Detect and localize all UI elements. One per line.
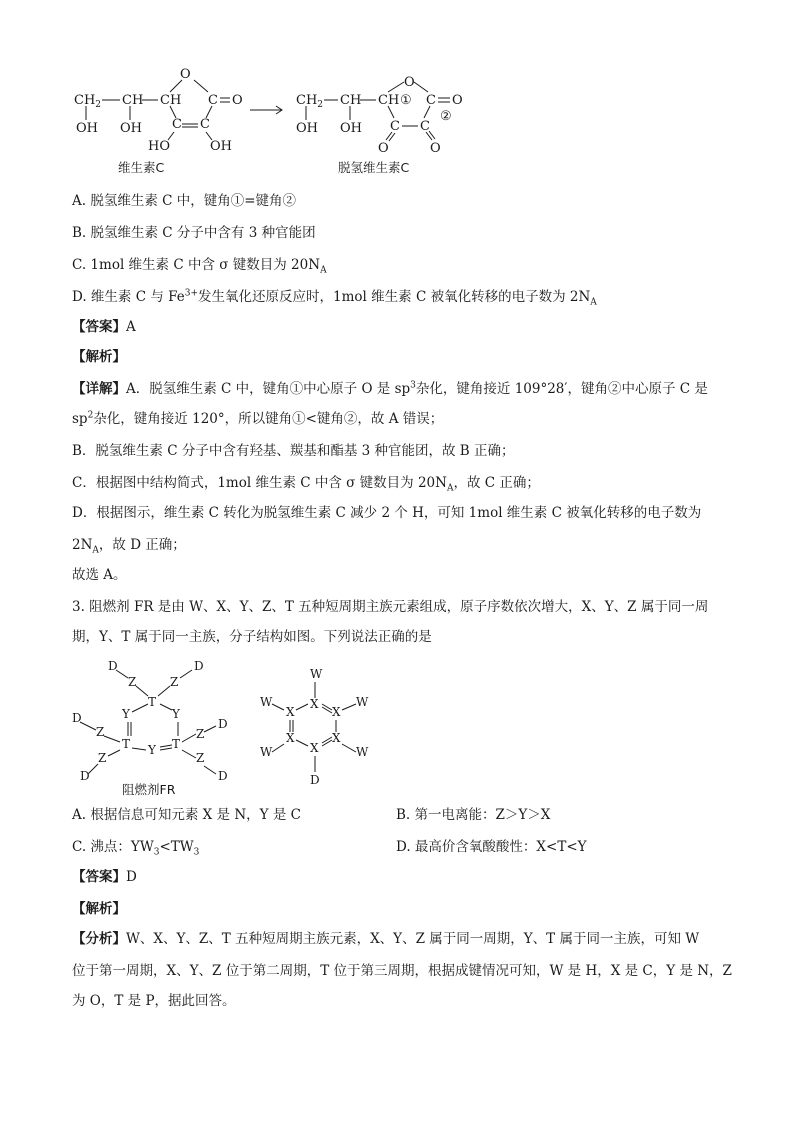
q2-detail-c: C．根据图中结构简式，1mol 维生素 C 中含 σ 键数目为 $20N_A$，故 C 正确； [72,475,540,494]
dvc-angle2: ② [440,109,452,124]
q2-option-a: A. 脱氢维生素 C 中，键角①=键角② [72,193,297,209]
vc-c2: C [200,117,210,132]
svg-text:X: X [332,731,341,745]
q2-detail-line2: $sp^2$杂化，键角接近 120°，所以键角①<键角②，故 A 错误； [72,410,444,427]
vc-ch: CH [122,93,144,108]
q3-stem-line2: 期，Y、T 属于同一主族，分子结构如图。下列说法正确的是 [72,629,432,645]
svg-text:D: D [310,773,320,787]
svg-text:Z: Z [96,725,105,739]
svg-text:D: D [194,659,204,673]
dvc-o2: O [378,141,389,156]
svg-text:W: W [260,745,273,759]
svg-text:Y: Y [122,707,130,721]
vc-oh2: OH [120,121,142,136]
vc-c1: C [172,117,182,132]
dvc-oh1: OH [296,121,318,136]
dvc-o-ring: O [404,75,415,90]
svg-text:T: T [122,737,131,751]
svg-text:W: W [356,745,369,759]
dvc-angle1: ① [400,93,412,108]
q2-detail-b: B．脱氢维生素 C 分子中含有羟基、羰基和酯基 3 种官能团，故 B 正确； [72,443,515,459]
svg-text:T: T [172,737,181,751]
svg-text:Z: Z [196,727,205,741]
svg-text:Z: Z [98,751,107,765]
q2-detail-line1: 【详解】A．脱氢维生素 C 中，键角①中心原子 O 是 $sp^3$杂化，键角接近 109°28′，键角②中心原子 C 是 [72,380,708,397]
q2-option-c: C. 1mol 维生素 C 中含 σ 键数目为 $20N_A$ [72,257,327,276]
dvc-c1: C [426,93,436,108]
svg-text:D: D [72,711,82,725]
flame-retardant-structure-figure [70,656,390,802]
svg-text:Y: Y [148,743,156,757]
svg-text:W: W [310,667,323,681]
q2-option-d: D. 维生素 C 与 $Fe^{3+}$发生氧化还原反应时，1mol 维生素 C 被氧化转移的电子数为 $2N_A$ [72,288,597,308]
svg-text:X: X [310,741,319,755]
vc-oh1: OH [76,121,98,136]
svg-text:X: X [286,705,295,719]
q3-fenxi-line2: 位于第一周期，X、Y、Z 位于第二周期，T 位于第三周期，根据成键情况可知，W 是 H，X 是 C，Y 是 N，Z [72,963,732,979]
dvc-ch: CH [340,93,362,108]
q2-option-b: B. 脱氢维生素 C 分子中含有 3 种官能团 [72,225,316,241]
svg-text:D: D [80,769,90,783]
q3-analysis-label: 【解析】 [72,901,126,917]
dvc-caption: 脱氢维生素C [338,160,410,175]
dvc-oh2: OH [340,121,362,136]
fr-caption: 阻燃剂FR [122,782,176,797]
svg-text:Z: Z [196,751,205,765]
dvc-c2: C [390,119,400,134]
dvc-o1: O [452,93,463,108]
svg-text:Z: Z [128,675,137,689]
dvc-ch2: $CH_2$ [296,93,324,110]
svg-text:D: D [218,769,228,783]
svg-text:X: X [286,731,295,745]
q3-option-d: D. 最高价含氧酸酸性：X<T<Y [396,839,587,855]
q3-option-a: A. 根据信息可知元素 X 是 N，Y 是 C [72,807,301,823]
svg-text:T: T [148,695,157,709]
svg-text:Z: Z [170,675,179,689]
vc-c-carbonyl: C [208,93,218,108]
svg-text:W: W [356,695,369,709]
svg-text:W: W [260,695,273,709]
q3-option-c: C. 沸点：$YW_3<TW_3$ [72,839,200,858]
dvc-c3: C [420,119,430,134]
q3-fenxi-line3: 为 O，T 是 P，据此回答。 [72,993,236,1009]
vc-o-double: O [232,93,243,108]
q3-answer: 【答案】D [72,869,137,885]
vc-ch-ring: CH [160,93,182,108]
q3-stem-line1: 3. 阻燃剂 FR 是由 W、X、Y、Z、T 五种短周期主族元素组成，原子序数依次增大，X、Y、Z 属于同一周 [72,599,709,615]
q2-analysis-label: 【解析】 [72,349,126,365]
svg-text:D: D [108,659,118,673]
vc-o-ring: O [180,67,191,82]
q2-detail-d2: $2N_A$，故 D 正确； [72,537,186,556]
vitamin-c-reaction-figure [60,62,480,182]
svg-text:D: D [218,717,228,731]
dvc-ch-ring: CH [378,93,400,108]
q2-answer: 【答案】A [72,319,136,335]
svg-text:Y: Y [172,707,180,721]
svg-text:X: X [332,705,341,719]
vc-ho: HO [148,139,170,154]
vc-caption: 维生素C [118,160,165,175]
q3-fenxi-line1: 【分析】W、X、Y、Z、T 五种短周期主族元素，X、Y、Z 属于同一周期，Y、T 属于同一主族，可知 W [72,931,700,947]
vc-oh3: OH [210,139,232,154]
svg-text:X: X [310,697,319,711]
q2-conclusion: 故选 A。 [72,567,127,583]
dvc-o3: O [430,141,441,156]
q3-option-b: B. 第一电离能：Z＞Y＞X [396,807,551,823]
q2-detail-d1: D．根据图示，维生素 C 转化为脱氢维生素 C 减少 2 个 H，可知 1mol 维生素 C 被氧化转移的电子数为 [72,505,702,521]
vc-ch2: $CH_2$ [74,93,102,110]
